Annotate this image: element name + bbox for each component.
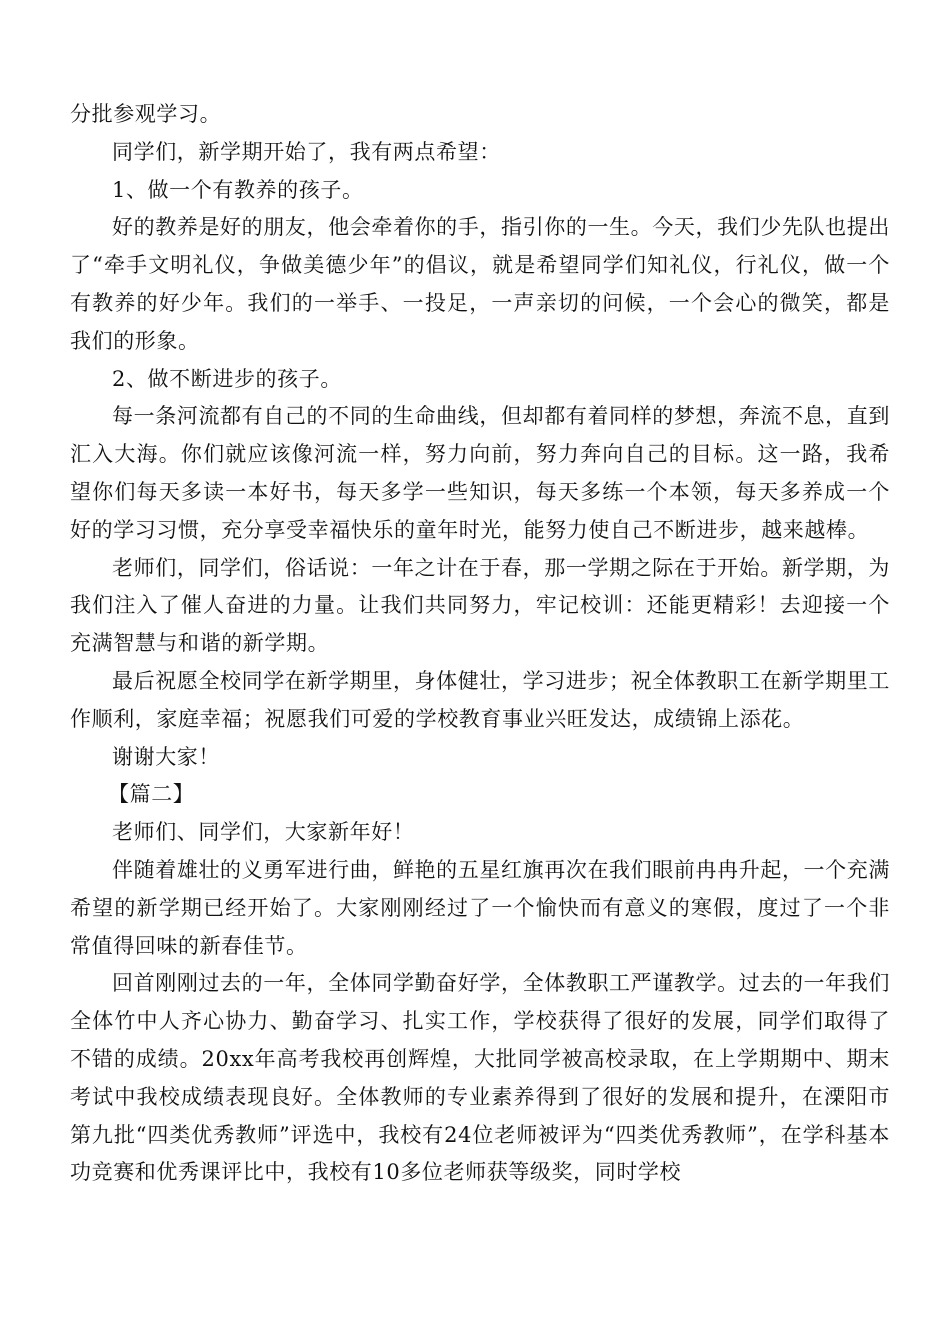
- paragraph-wishes: 最后祝愿全校同学在新学期里，身体健壮，学习进步；祝全体教职工在新学期里工作顺利，家庭幸福；祝愿我们可爱的学校教育事业兴旺发达，成绩锦上添花。: [70, 668, 890, 731]
- paragraph-hope-two-heading: 2、做不断进步的孩子。: [112, 366, 342, 391]
- paragraph-continuation: 分批参观学习。: [70, 102, 222, 126]
- document-body: [70, 96, 890, 1192]
- paragraph-hope-one-body: 好的教养是好的朋友，他会牵着你的手，指引你的一生。今天，我们少先队也提出了“牵手文明礼仪，争做美德少年”的倡议，就是希望同学们知礼仪，行礼仪，做一个有教养的好少年。我们的一举手、一投足，一声亲切的问候，一个会心的微笑，都是我们的形象。: [70, 215, 890, 353]
- paragraph-flag-raising: 伴随着雄壮的义勇军进行曲，鲜艳的五星红旗再次在我们眼前冉冉升起，一个充满希望的新学期已经开始了。大家刚刚经过了一个愉快而有意义的寒假，度过了一个非常值得回味的新春佳节。: [70, 857, 890, 958]
- section-title-part-two: 【篇二】: [108, 782, 195, 807]
- paragraph-hopes-intro: 同学们，新学期开始了，我有两点希望：: [112, 139, 501, 164]
- paragraph-review: 回首刚刚过去的一年，全体同学勤奋好学，全体教职工严谨教学。过去的一年我们全体竹中人齐心协力、勤奋学习、扎实工作，学校获得了很好的发展，同学们取得了不错的成绩。20xx年高考我校再创辉煌，大批同学被高校录取，在上学期期中、期末考试中我校成绩表现良好。全体教师的专业素养得到了很好的发展和提升，在溧阳市第九批“四类优秀教师”评选中，我校有24位老师被评为“四类优秀教师”，在学科基本功竞赛和优秀课评比中，我校有10多位老师获等级奖，同时学校: [70, 971, 890, 1185]
- paragraph-hope-two-body: 每一条河流都有自己的不同的生命曲线，但却都有着同样的梦想，奔流不息，直到汇入大海。你们就应该像河流一样，努力向前，努力奔向自己的目标。这一路，我希望你们每天多读一本好书，每天多学一些知识，每天多练一个本领，每天多养成一个好的学习习惯，充分享受幸福快乐的童年时光，能努力使自己不断进步，越来越棒。: [70, 404, 890, 542]
- paragraph-thanks: 谢谢大家！: [112, 744, 220, 769]
- paragraph-greeting: 老师们、同学们，大家新年好！: [112, 820, 415, 845]
- paragraph-hope-one-heading: 1、做一个有教养的孩子。: [112, 177, 364, 202]
- paragraph-new-term: 老师们，同学们，俗话说：一年之计在于春，那一学期之际在于开始。新学期，为我们注入了催人奋进的力量。让我们共同努力，牢记校训：还能更精彩！去迎接一个充满智慧与和谐的新学期。: [70, 555, 890, 656]
